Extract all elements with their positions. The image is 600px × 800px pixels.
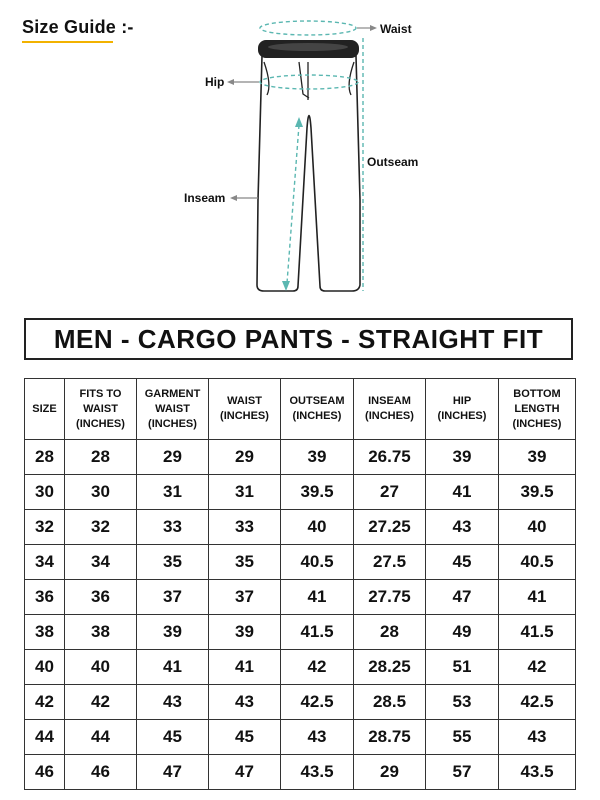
table-cell: 32 [25,510,65,545]
column-header-line: WAIST [83,402,118,415]
table-cell: 39 [209,615,281,650]
table-cell: 41.5 [499,615,576,650]
table-row [25,510,576,545]
table-cell: 36 [25,580,65,615]
column-header-line: HIP [452,395,472,407]
table-cell: 43 [209,685,281,720]
column-header [281,379,354,440]
table-body [25,440,576,790]
table-cell: 28.75 [354,720,426,755]
waist-label: Waist [380,22,412,36]
table-cell: 51 [426,650,499,685]
table-cell: 39 [426,440,499,475]
table-cell: 28.5 [354,685,426,720]
column-header [65,379,137,440]
table-cell: 35 [137,545,209,580]
pants-diagram [0,0,600,310]
table-cell: 28 [354,615,426,650]
table-row [25,755,576,790]
table-cell: 37 [137,580,209,615]
column-header-line: GARMENT [144,387,201,400]
column-header [209,379,281,440]
table-cell: 47 [426,580,499,615]
table-cell: 39 [499,440,576,475]
column-header-line: (INCHES) [292,410,342,422]
table-cell: 38 [65,615,137,650]
table-cell: 30 [25,475,65,510]
size-guide-title: Size Guide :- [22,17,134,37]
table-cell: 40 [65,650,137,685]
table-row [25,615,576,650]
column-header-line: (INCHES) [220,410,269,422]
table-cell: 43 [281,720,354,755]
table-cell: 46 [65,755,137,790]
column-header-line: (INCHES) [365,410,414,422]
column-header-line: (INCHES) [512,417,562,430]
table-cell: 49 [426,615,499,650]
table-row [25,580,576,615]
hip-label: Hip [205,75,225,89]
column-header-line: FITS TO [79,387,122,400]
table-cell: 27 [354,475,426,510]
table-cell: 27.5 [354,545,426,580]
column-header-line: (INCHES) [437,410,487,422]
table-cell: 41 [281,580,354,615]
column-header [137,379,209,440]
table-cell: 28 [65,440,137,475]
table-cell: 42 [25,685,65,720]
table-cell: 42 [65,685,137,720]
table-cell: 40.5 [499,545,576,580]
table-cell: 28.25 [354,650,426,685]
table-cell: 29 [209,440,281,475]
table-cell: 31 [209,475,281,510]
column-header-line: (INCHES) [148,417,197,430]
table-cell: 33 [209,510,281,545]
table-cell: 41.5 [281,615,354,650]
table-cell: 42 [499,650,576,685]
table-row [25,650,576,685]
table-cell: 40 [25,650,65,685]
table-cell: 55 [426,720,499,755]
table-cell: 45 [209,720,281,755]
table-cell: 31 [137,475,209,510]
column-header [25,379,65,440]
table-cell: 39 [137,615,209,650]
table-cell: 34 [65,545,137,580]
table-cell: 37 [209,580,281,615]
table-cell: 42.5 [499,685,576,720]
table-cell: 42.5 [281,685,354,720]
table-cell: 41 [209,650,281,685]
column-header-line: WAIST [155,402,190,415]
table-cell: 44 [25,720,65,755]
table-cell: 43 [137,685,209,720]
table-cell: 29 [137,440,209,475]
column-header [354,379,426,440]
table-cell: 53 [426,685,499,720]
table-cell: 42 [281,650,354,685]
inseam-label: Inseam [184,191,226,205]
table-row [25,475,576,510]
table-cell: 39 [281,440,354,475]
column-header [499,379,576,440]
table-row [25,685,576,720]
table-cell: 41 [137,650,209,685]
column-header-line: INSEAM [368,395,411,407]
table-cell: 28 [25,440,65,475]
table-cell: 57 [426,755,499,790]
table-cell: 45 [137,720,209,755]
column-header-line: BOTTOM [513,387,561,400]
table-cell: 34 [25,545,65,580]
waist-measure [260,21,356,35]
table-cell: 44 [65,720,137,755]
table-cell: 40 [499,510,576,545]
table-cell: 35 [209,545,281,580]
table-cell: 27.75 [354,580,426,615]
table-row [25,545,576,580]
chart-heading: MEN - CARGO PANTS - STRAIGHT FIT [24,318,573,360]
table-cell: 39.5 [499,475,576,510]
table-row [25,720,576,755]
table-cell: 47 [137,755,209,790]
table-cell: 40.5 [281,545,354,580]
table-cell: 27.25 [354,510,426,545]
table-cell: 41 [499,580,576,615]
table-cell: 43.5 [281,755,354,790]
column-header [426,379,499,440]
table-cell: 41 [426,475,499,510]
table-row [25,440,576,475]
table-cell: 43 [426,510,499,545]
table-cell: 30 [65,475,137,510]
table-header-row [25,379,576,440]
table-cell: 43.5 [499,755,576,790]
table-cell: 40 [281,510,354,545]
table-cell: 32 [65,510,137,545]
table-cell: 26.75 [354,440,426,475]
column-header-line: LENGTH [514,402,560,415]
column-header-line: OUTSEAM [289,395,345,407]
table-cell: 36 [65,580,137,615]
table-cell: 43 [499,720,576,755]
column-header-line: SIZE [32,402,57,415]
table-cell: 45 [426,545,499,580]
table-cell: 39.5 [281,475,354,510]
size-chart-table [24,378,576,790]
table-cell: 33 [137,510,209,545]
table-cell: 47 [209,755,281,790]
outseam-label: Outseam [367,155,419,169]
table-cell: 29 [354,755,426,790]
column-header-line: (INCHES) [76,417,125,430]
table-cell: 38 [25,615,65,650]
column-header-line: WAIST [227,395,262,407]
table-cell: 46 [25,755,65,790]
